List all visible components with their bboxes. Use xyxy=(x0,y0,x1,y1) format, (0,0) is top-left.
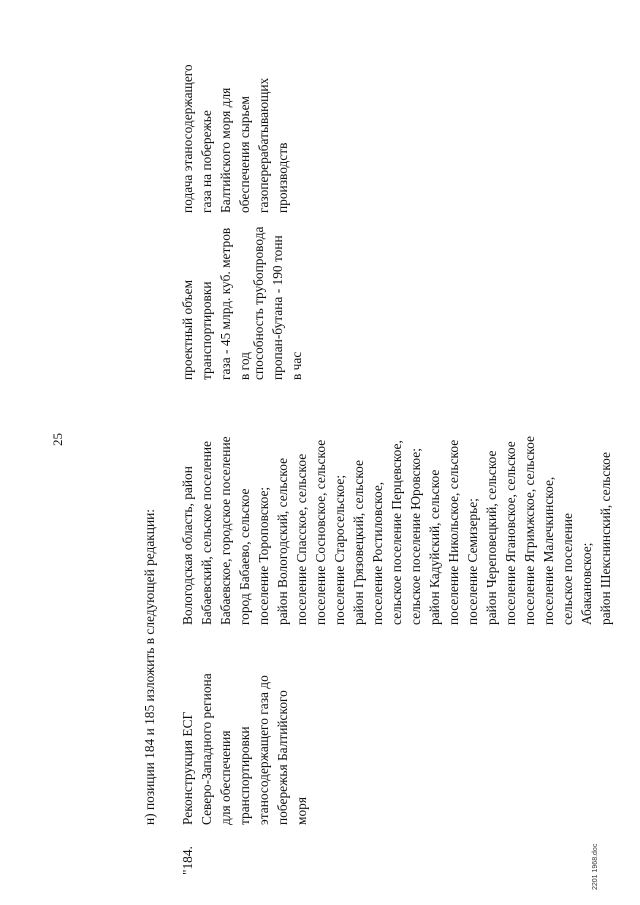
text-line: Бабаевский, сельское поселение xyxy=(199,441,214,625)
page-number: 25 xyxy=(50,433,65,446)
text-line: район Вологодский, сельское xyxy=(275,457,290,625)
text-line: подача этаносодержащего xyxy=(180,64,195,213)
text-line: поселение Старосельское; xyxy=(332,474,347,625)
document-footer: 2201 1968.doc xyxy=(592,843,599,890)
text-line: поселение Семизерье; xyxy=(465,498,480,625)
text-line: поселение Спасское, сельское xyxy=(294,453,309,625)
text-line: сельское поселение Перцевское, xyxy=(389,440,404,625)
previous-row-capacity xyxy=(249,227,306,380)
row-number: "184. xyxy=(180,846,195,875)
text-line: район Кадуйский, сельское xyxy=(427,469,442,625)
text-line: район Грязовецкий, сельское xyxy=(351,460,366,625)
object-name-cell xyxy=(178,673,311,825)
text-line: поселение Ягримжское, сельское xyxy=(522,436,537,625)
text-line: поселение Ягановское, сельское xyxy=(503,441,518,625)
text-line: поселение Малечкинское, xyxy=(541,476,556,625)
text-line: обеспечения сырьем xyxy=(237,95,252,213)
text-line: этаносодержащего газа до xyxy=(256,675,271,825)
text-line: Реконструкция ЕСГ xyxy=(180,711,195,825)
text-line: газоперерабатывающих xyxy=(256,77,271,213)
text-line: Северо-Западного региона xyxy=(199,673,214,825)
text-line: Вологодская область, район xyxy=(180,466,195,625)
text-line: моря xyxy=(294,796,309,825)
location-cell xyxy=(178,436,615,625)
text-line: побережья Балтийского xyxy=(275,690,290,825)
text-line: Балтийского моря для xyxy=(218,87,233,213)
purpose-cell xyxy=(178,64,292,213)
text-line: пропан-бутана - 190 тонн xyxy=(270,235,285,380)
text-line: город Бабаево, сельское xyxy=(237,488,252,625)
text-line: поселение Сосновское, сельское xyxy=(313,439,328,625)
text-line: производств xyxy=(275,142,290,213)
text-line: сельское поселение xyxy=(560,513,575,625)
intro-text: н) позиции 184 и 185 изложить в следующей редакции: xyxy=(142,508,157,825)
text-line: газа на побережье xyxy=(199,110,214,213)
text-line: район Череповецкий, сельское xyxy=(484,450,499,625)
text-line: сельское поселение Юровское; xyxy=(408,448,423,625)
text-line: поселение Тороповское; xyxy=(256,486,271,625)
text-line: транспортировки xyxy=(199,281,214,380)
text-line: район Шекснинский, сельское xyxy=(598,452,613,625)
text-line: поселение Никольское, сельское xyxy=(446,439,461,625)
capacity-cell xyxy=(178,228,254,380)
text-line: Бабаевское, городское поселение xyxy=(218,436,233,625)
text-line: в год xyxy=(237,352,252,380)
text-line: в час xyxy=(289,351,304,380)
text-line: Абакановское; xyxy=(579,542,594,625)
text-line: проектный объем xyxy=(180,279,195,380)
text-line: способность трубопровода xyxy=(251,226,266,380)
text-line: транспортировки xyxy=(237,726,252,825)
text-line: газа - 45 млрд. куб. метров xyxy=(218,227,233,380)
text-line: для обеспечения xyxy=(218,730,233,825)
text-line: поселение Ростиловское, xyxy=(370,481,385,625)
